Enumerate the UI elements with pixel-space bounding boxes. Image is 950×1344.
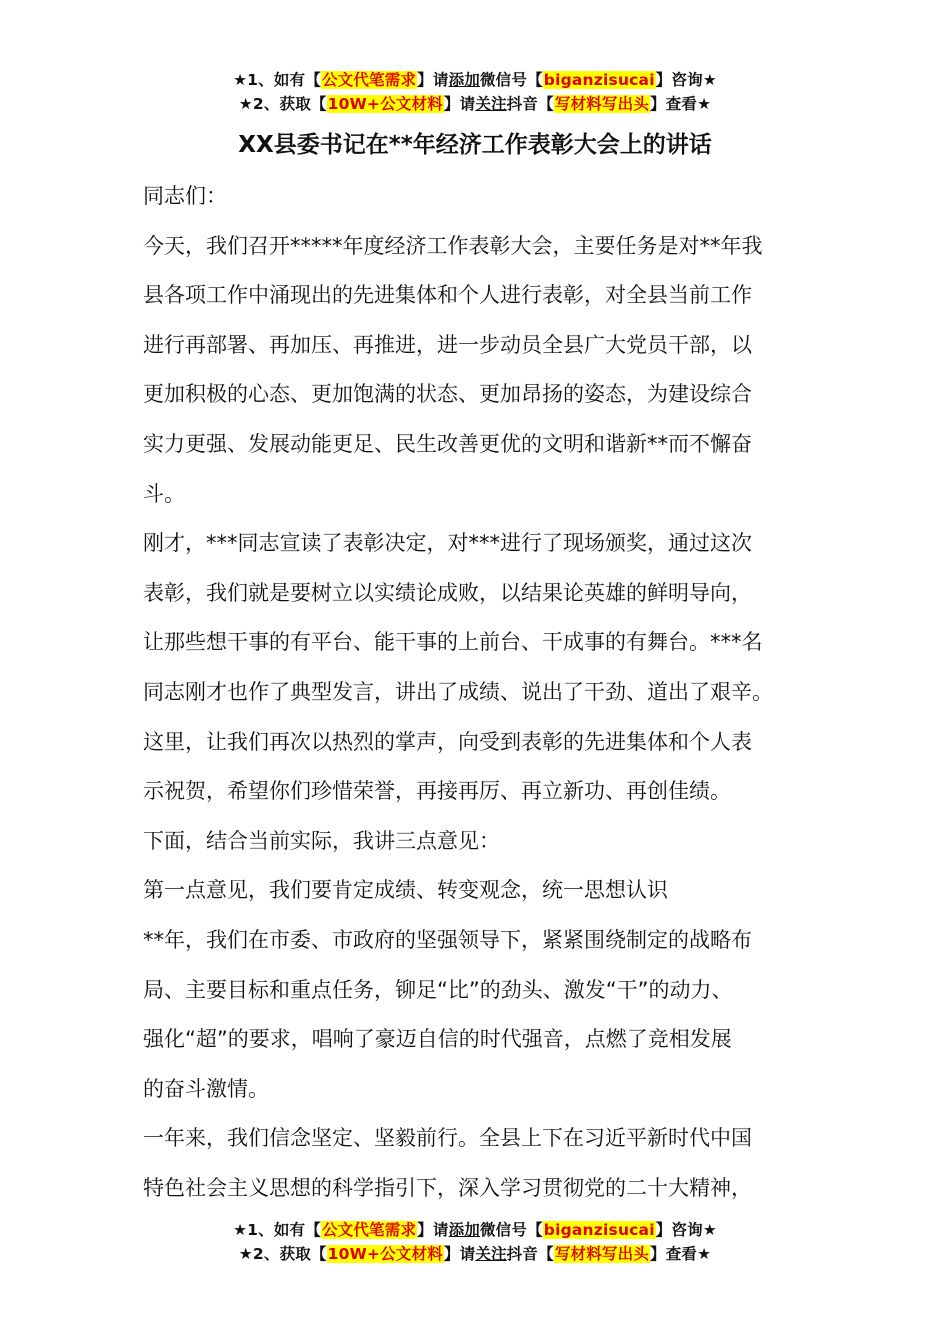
body-line: 刚才，***同志宣读了表彰决定，对***进行了现场颁奖，通过这次 <box>143 531 752 556</box>
body-line: 同志们： <box>143 184 227 208</box>
promo-line-1 <box>0 1218 950 1242</box>
promo-highlight: biganzisucai <box>543 1221 655 1239</box>
promo-text: 】咨询★ <box>655 71 717 89</box>
bottom-promo-banner <box>0 1218 950 1266</box>
body-line: 让那些想干事的有平台、能干事的上前台、干成事的有舞台。***名 <box>143 630 763 655</box>
body-line: 示祝贺，希望你们珍惜荣誉，再接再厉、再立新功、再创佳绩。 <box>143 779 731 804</box>
section-heading: 第一点意见，我们要肯定成绩、转变观念，统一思想认识 <box>143 878 668 903</box>
promo-text: 】咨询★ <box>655 1221 717 1239</box>
promo-underlined: 关注 <box>475 95 507 113</box>
promo-underlined: 添加 <box>448 1221 480 1239</box>
promo-text: 】查看★ <box>650 1245 712 1263</box>
document-title: XX县委书记在**年经济工作表彰大会上的讲话 <box>238 132 712 158</box>
promo-underlined: 添加 <box>448 71 480 89</box>
body-line: 特色社会主义思想的科学指引下，深入学习贯彻党的二十大精神， <box>143 1175 752 1200</box>
body-line: 强化“超”的要求，唱响了豪迈自信的时代强音，点燃了竞相发展 <box>143 1027 732 1052</box>
body-line: 下面，结合当前实际，我讲三点意见： <box>143 828 500 853</box>
promo-text: ★2、获取【 <box>238 95 327 113</box>
promo-text: 】请 <box>417 71 449 89</box>
promo-highlight: 10W+公文材料 <box>327 95 443 113</box>
promo-line-2 <box>0 1242 950 1266</box>
body-line: 进行再部署、再加压、再推进，进一步动员全县广大党员干部，以 <box>143 332 752 357</box>
promo-text: 微信号【 <box>479 1221 543 1239</box>
body-line: 的奋斗激情。 <box>143 1076 269 1101</box>
body-line: 表彰，我们就是要树立以实绩论成败，以结果论英雄的鲜明导向， <box>143 580 752 605</box>
top-promo-banner <box>0 68 950 116</box>
promo-text: 微信号【 <box>479 71 543 89</box>
promo-highlight: biganzisucai <box>543 71 655 89</box>
body-line: 这里，让我们再次以热烈的掌声，向受到表彰的先进集体和个人表 <box>143 729 752 754</box>
promo-text: ★2、获取【 <box>238 1245 327 1263</box>
promo-text: 抖音【 <box>506 1245 554 1263</box>
promo-highlight: 写材料写出头 <box>554 95 650 113</box>
body-line: 同志刚才也作了典型发言，讲出了成绩、说出了干劲、道出了艰辛。 <box>143 679 773 704</box>
body-line: 实力更强、发展动能更足、民生改善更优的文明和谐新**而不懈奋 <box>143 431 752 456</box>
body-line: **年，我们在市委、市政府的坚强领导下，紧紧围绕制定的战略布 <box>143 927 752 952</box>
promo-text: 】请 <box>443 1245 476 1263</box>
promo-text: 】请 <box>417 1221 449 1239</box>
document-body <box>143 172 823 1213</box>
promo-line-1 <box>0 68 950 92</box>
promo-highlight: 写材料写出头 <box>554 1245 650 1263</box>
promo-underlined: 关注 <box>475 1245 507 1263</box>
body-line: 局、主要目标和重点任务，铆足“比”的劲头、激发“干”的动力、 <box>143 977 733 1002</box>
promo-line-2 <box>0 92 950 116</box>
body-line: 今天，我们召开*****年度经济工作表彰大会，主要任务是对**年我 <box>143 233 763 258</box>
body-line: 斗。 <box>143 481 185 506</box>
promo-text: ★1、如有【 <box>233 71 321 89</box>
promo-text: 】查看★ <box>650 95 712 113</box>
body-line: 更加积极的心态、更加饱满的状态、更加昂扬的姿态，为建设综合 <box>143 382 752 407</box>
promo-highlight: 公文代笔需求 <box>321 71 417 89</box>
promo-highlight: 10W+公文材料 <box>327 1245 443 1263</box>
promo-text: ★1、如有【 <box>233 1221 321 1239</box>
body-line: 一年来，我们信念坚定、坚毅前行。全县上下在习近平新时代中国 <box>143 1126 752 1151</box>
promo-text: 】请 <box>443 95 476 113</box>
body-line: 县各项工作中涌现出的先进集体和个人进行表彰，对全县当前工作 <box>143 283 752 308</box>
promo-text: 抖音【 <box>506 95 554 113</box>
promo-highlight: 公文代笔需求 <box>321 1221 417 1239</box>
